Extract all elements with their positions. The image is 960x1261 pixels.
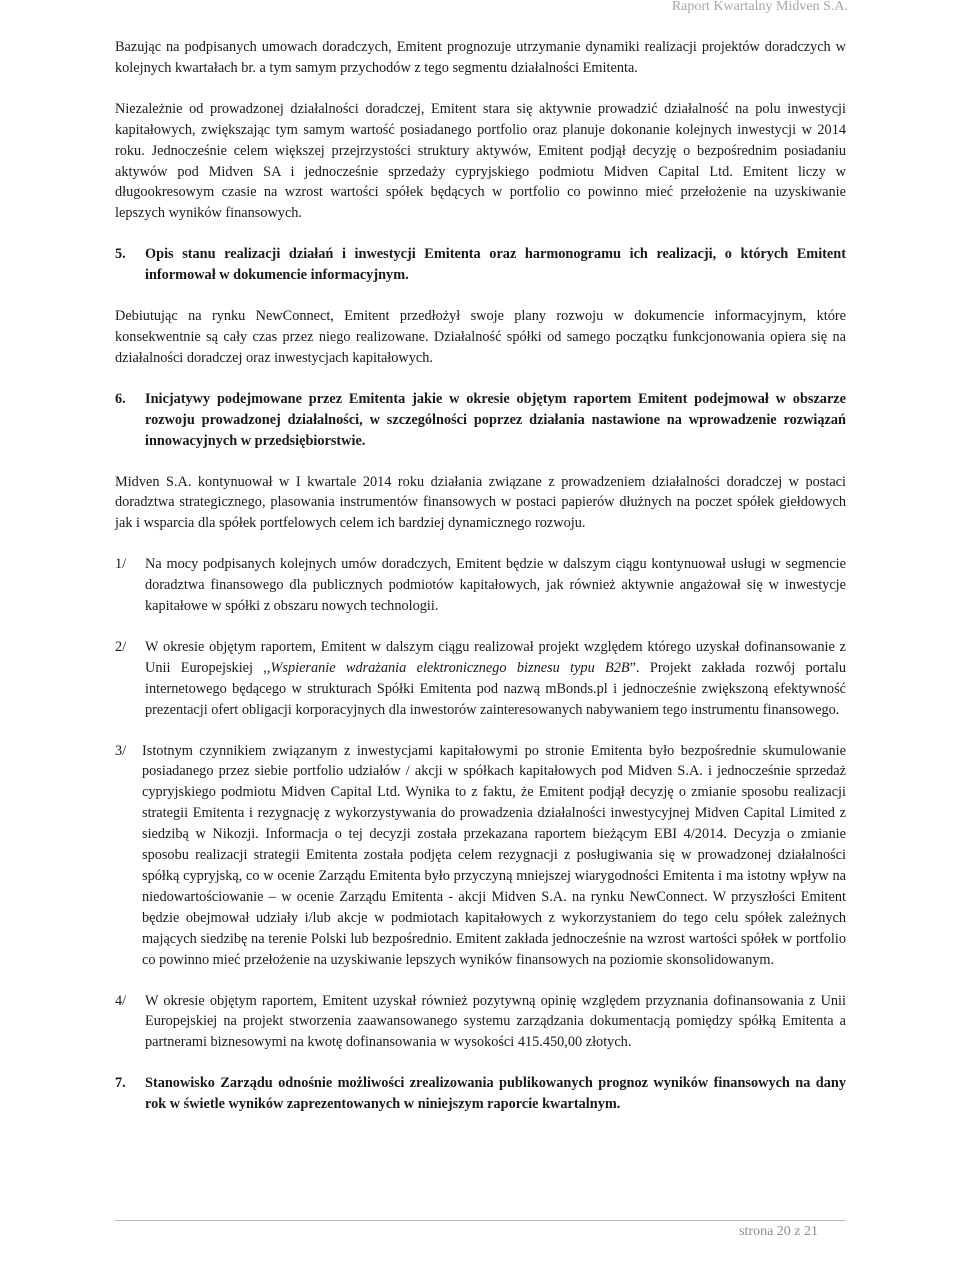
list-item-text: Na mocy podpisanych kolejnych umów doradczych, Emitent będzie w dalszym ciągu kontynuował usługi w segmencie doradztwa finansowego dla publicznych podmiotów kapitałowych, jak również aktywnie angażował się w inwestycje kapitałowe w spółki z obszaru nowych technologii. bbox=[145, 556, 846, 615]
section-5-title: Opis stanu realizacji działań i inwestycji Emitenta oraz harmonogramu ich realizacji, o których Emitent informował w dokumencie informacyjnym. bbox=[145, 246, 846, 284]
list-item-text bbox=[145, 637, 846, 721]
list-item-text: W okresie objętym raportem, Emitent uzyskał również pozytywną opinię względem przyznania dofinansowania z Unii Europejskiej na projekt stworzenia zaawansowanego systemu zarządzania dokumentacją pomiędzy spółką Emitenta a partnerami biznesowymi na kwotę dofinansowania w wysokości 415.450,00 złotych. bbox=[145, 992, 846, 1051]
project-title: Wspieranie wdrażania elektronicznego biznesu typu B2B bbox=[270, 659, 630, 676]
section-6-number: 6. bbox=[115, 390, 126, 407]
page-number: strona 20 z 21 bbox=[739, 1224, 818, 1239]
list-item-4 bbox=[115, 991, 846, 1054]
list-item-number: 2/ bbox=[115, 638, 127, 655]
list-item-3 bbox=[115, 741, 846, 971]
section-5-body: Debiutując na rynku NewConnect, Emitent przedłożył swoje plany rozwoju w dokumencie informacyjnym, które konsekwentnie są cały czas przez niego realizowane. Działalność spółki od samego początku funkcjonowania opiera się na działalności doradczej oraz inwestycjach kapitałowych. bbox=[115, 308, 846, 366]
list-item-number: 3/ bbox=[115, 742, 127, 759]
section-5-heading bbox=[115, 244, 846, 286]
section-6-heading bbox=[115, 389, 846, 452]
list-item-text: Istotnym czynnikiem związanym z inwestycjami kapitałowymi po stronie Emitenta było bezpośrednie skumulowanie posiadanego przez siebie portfolio udziałów / akcji w spółkach kapitałowych pod Midven S.A. i jednocześnie sprzedaż cypryjskiego podmiotu Midven Capital Ltd. Wynika to z faktu, że Emitent podjął decyzję o zmianie sposobu realizacji strategii Emitenta i rezygnację z wykorzystywania do prowadzenia działalności inwestycyjnej Midven Capital Limited z siedzibą w Nikozji. Informacja o tej decyzji została przekazana raportem bieżącym EBI 4/2014. Decyzja o zmianie sposobu realizacji strategii Emitenta została podjęta celem rezygnacji z posługiwania się w prowadzonej działalności spółką cypryjską, co w ocenie Zarządu Emitenta było przyczyną mniejszej wiarygodności Emitenta i ma istotny wpływ na niedowartościowanie – w ocenie Zarządu Emitenta - akcji Midven S.A. na rynku NewConnect. W przyszłości Emitent będzie obejmował udziały i/lub akcje w podmiotach kapitałowych z wykorzystaniem do tego celu spółek zależnych mających siedzibę na terenie Polski lub bezpośrednio. Emitent zakłada jednocześnie na wzrost wartości spółek w portfolio co powinno mieć przełożenie na uzyskiwanie lepszych wyników finansowych na poziomie skonsolidowanym. bbox=[142, 742, 846, 968]
section-7-heading bbox=[115, 1073, 846, 1115]
section-7-number: 7. bbox=[115, 1075, 126, 1092]
list-item-number: 4/ bbox=[115, 992, 127, 1009]
section-5-number: 5. bbox=[115, 246, 126, 263]
list-item-text-before: W okresie objętym raportem, Emitent w dalszym ciągu realizował projekt względem którego uzyskał dofinansowanie z Unii Europejskiej ,, bbox=[145, 638, 846, 676]
report-header: Raport Kwartalny Midven S.A. bbox=[671, 0, 848, 14]
footer-divider bbox=[115, 1220, 846, 1221]
intro-paragraph-1: Bazując na podpisanych umowach doradczych, Emitent prognozuje utrzymanie dynamiki realizacji projektów doradczych w kolejnych kwartałach br. a tym samym przychodów z tego segmentu działalności Emitenta. bbox=[115, 39, 846, 76]
page-content bbox=[115, 37, 846, 1115]
list-item-text-after: ”. Projekt zakłada rozwój portalu internetowego będącego w strukturach Spółki Emitenta pod nazwą mBonds.pl i jednocześnie zwiększoną efektywność prezentacji ofert obligacji korporacyjnych dla inwestorów zainteresowanych nabywaniem tego instrumentu finansowego. bbox=[145, 659, 846, 718]
section-6-title: Inicjatywy podejmowane przez Emitenta jakie w okresie objętym raportem Emitent podejmował w obszarze rozwoju prowadzonej działalności, w szczególności poprzez działania nastawione na wprowadzenie rozwiązań innowacyjnych w przedsiębiorstwie. bbox=[145, 390, 846, 449]
section-6-body: Midven S.A. kontynuował w I kwartale 2014 roku działania związane z prowadzeniem działalności doradczej w postaci doradztwa strategicznego, plasowania instrumentów finansowych w postaci papierów dłużnych na poczet spółek giełdowych jak i wsparcia dla spółek portfelowych celem ich bardziej dynamicznego rozwoju. bbox=[115, 473, 846, 532]
intro-paragraph-2: Niezależnie od prowadzonej działalności doradczej, Emitent stara się aktywnie prowadzić działalność na polu inwestycji kapitałowych, zwiększając tym samym wartość posiadanego portfolio oraz planuje dokonanie kolejnych inwestycji w 2014 roku. Jednocześnie celem większej przejrzystości struktury aktywów, Emitent podjął decyzję o bezpośrednim posiadaniu aktywów pod Midven SA i jednocześnie sprzedaży cypryjskiego podmiotu Midven Capital Ltd. Emitent liczy w długookresowym czasie na wzrost wartości spółek będących w portfolio co powinno mieć przełożenie na uzyskiwanie lepszych wyników finansowych. bbox=[115, 100, 846, 222]
section-7-title: Stanowisko Zarządu odnośnie możliwości zrealizowania publikowanych prognoz wyników finansowych na dany rok w świetle wyników zaprezentowanych w niniejszym raporcie kwartalnym. bbox=[145, 1075, 846, 1113]
list-item-1 bbox=[115, 554, 846, 617]
list-item-number: 1/ bbox=[115, 556, 127, 573]
list-item-2 bbox=[115, 637, 846, 721]
